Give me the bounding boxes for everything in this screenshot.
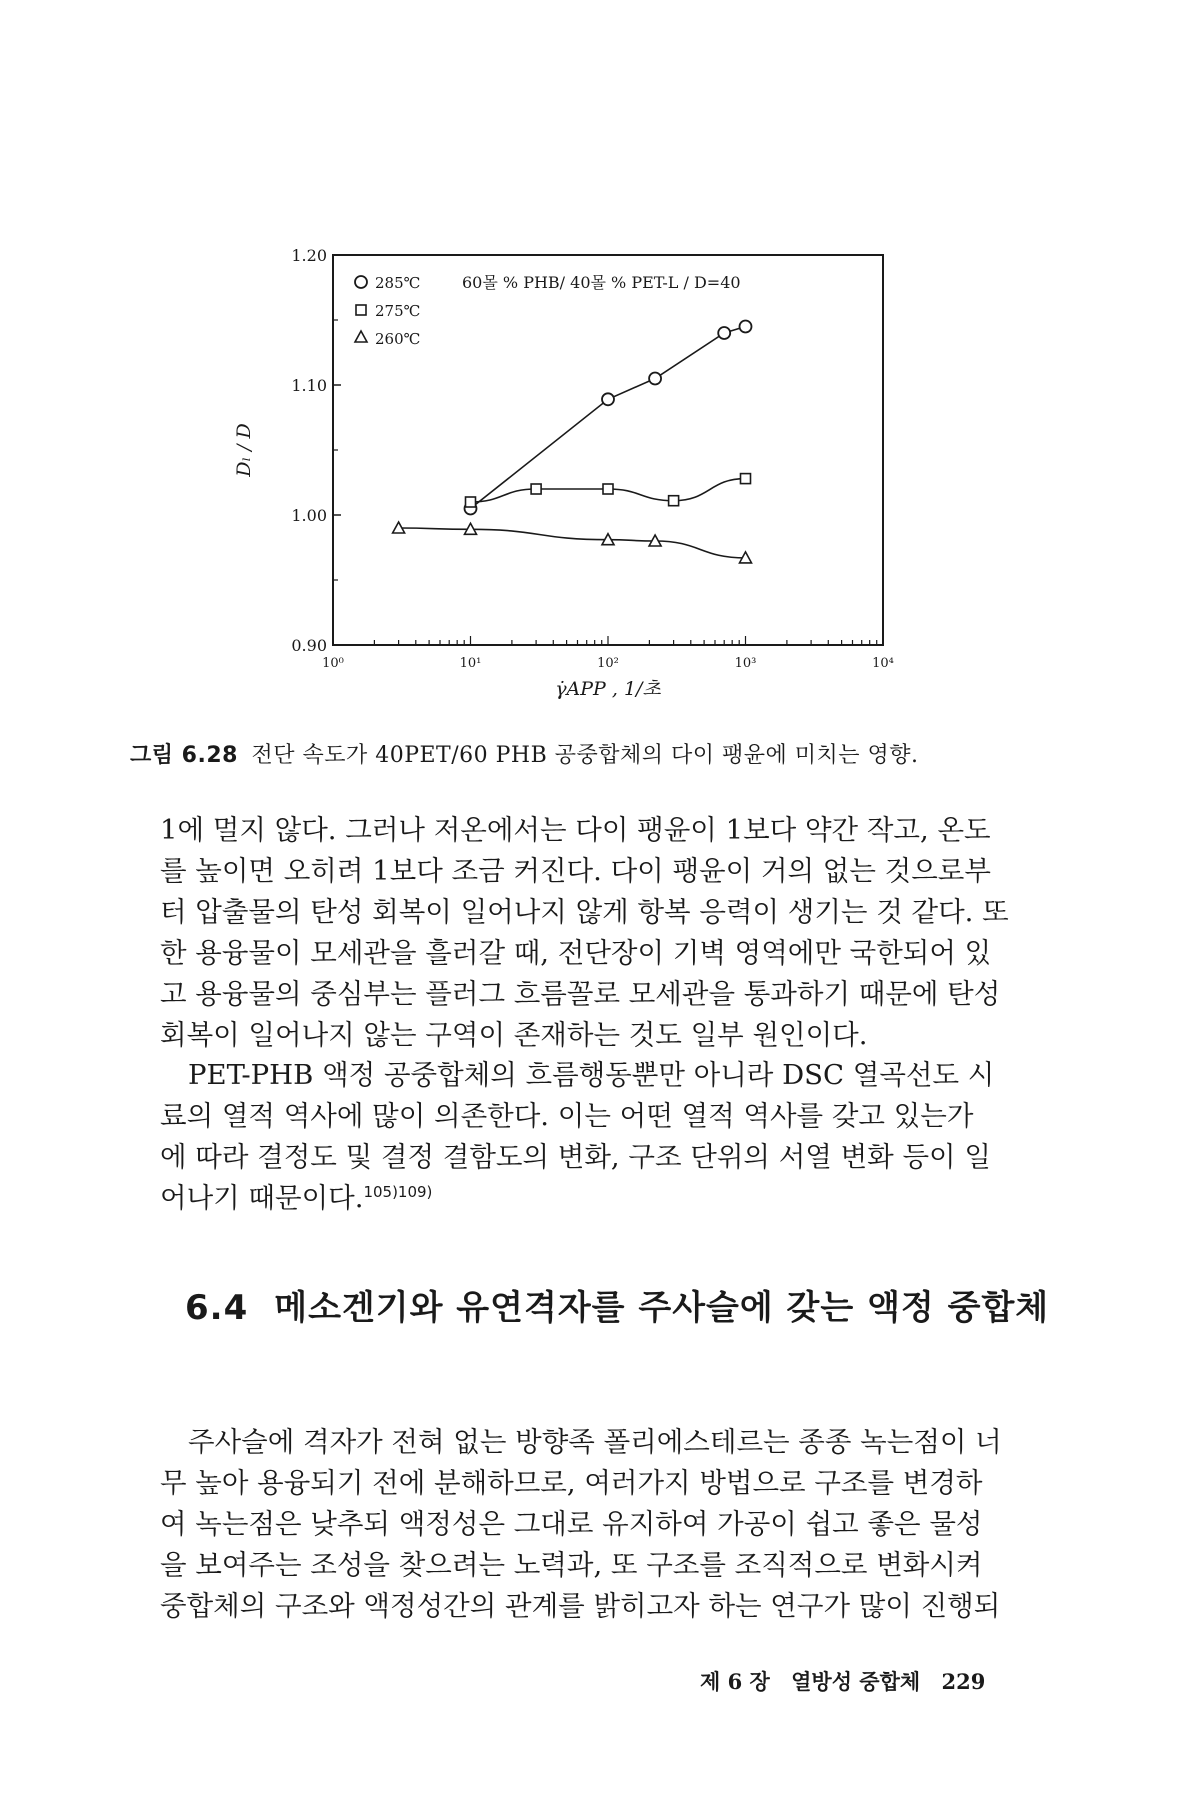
reference-marker: 105)109) (363, 1182, 433, 1201)
footer-chapter: 제 6 장 (700, 1669, 770, 1694)
legend-marker-260 (355, 331, 367, 342)
x-tick-label: 10³ (734, 656, 757, 671)
paragraph-line: 고 용융물의 중심부는 플러그 흐름꼴로 모세관을 통과하기 때문에 탄성 (160, 978, 1001, 1010)
paragraph-line: PET-PHB 액정 공중합체의 흐름행동뿐만 아니라 DSC 열곡선도 시 (188, 1059, 995, 1091)
series-line-2 (399, 528, 746, 558)
paragraph-line: 터 압출물의 탄성 회복이 일어나지 않게 항복 응력이 생기는 것 같다. 또 (160, 896, 1009, 928)
page-number: 229 (941, 1669, 986, 1694)
legend-label-275: 275℃ (375, 302, 421, 320)
paragraph-line: 1에 멀지 않다. 그러나 저온에서는 다이 팽윤이 1보다 약간 작고, 온도 (160, 814, 991, 846)
y-axis-label: Dₗ / D (233, 423, 255, 477)
data-point-square (466, 497, 476, 507)
data-point-circle (602, 393, 614, 405)
paragraph-line-text: 어나기 때문이다. (160, 1182, 364, 1214)
y-tick-label: 1.00 (291, 506, 327, 525)
paragraph-line: 한 용융물이 모세관을 흘러갈 때, 전단장이 기벽 영역에만 국한되어 있 (160, 937, 992, 969)
legend-label-285: 285℃ (375, 274, 421, 292)
y-tick-label: 0.90 (291, 636, 327, 655)
figure-caption (130, 738, 1090, 769)
data-point-square (669, 496, 679, 506)
chart-legend (355, 274, 420, 348)
data-point-circle (740, 321, 752, 333)
legend-marker-275 (356, 305, 366, 315)
paragraph-line: 를 높이면 오히려 1보다 조금 커진다. 다이 팽윤이 거의 없는 것으로부 (160, 855, 991, 887)
legend-label-260: 260℃ (375, 330, 421, 348)
body-paragraph-2 (160, 1055, 1040, 1219)
y-tick-label: 1.10 (291, 376, 327, 395)
data-point-circle (718, 327, 730, 339)
x-axis-label: γ̇APP , 1/초 (555, 678, 661, 700)
x-tick-label: 10⁰ (322, 656, 344, 671)
paragraph-line: 무 높아 용융되기 전에 분해하므로, 여러가지 방법으로 구조를 변경하 (160, 1467, 983, 1499)
legend-marker-285 (355, 276, 367, 288)
paragraph-line: 에 따라 결정도 및 결정 결함도의 변화, 구조 단위의 서열 변화 등이 일 (160, 1141, 991, 1173)
data-point-square (531, 484, 541, 494)
body-paragraph-1 (160, 810, 1040, 1056)
paragraph-line: 중합체의 구조와 액정성간의 관계를 밝히고자 하는 연구가 많이 진행되 (160, 1590, 1001, 1622)
data-point-square (603, 484, 613, 494)
paragraph-line-last (160, 1178, 1040, 1219)
paragraph-line: 주사슬에 격자가 전혀 없는 방향족 폴리에스테르는 종종 녹는점이 너 (188, 1426, 1002, 1458)
x-tick-label: 10⁴ (872, 656, 894, 671)
paragraph-line: 료의 열적 역사에 많이 의존한다. 이는 어떤 열적 역사를 갖고 있는가 (160, 1100, 974, 1132)
paragraph-line: 회복이 일어나지 않는 구역이 존재하는 것도 일부 원인이다. (160, 1019, 868, 1051)
data-point-circle (649, 373, 661, 385)
data-point-square (741, 474, 751, 484)
page-footer (700, 1666, 999, 1696)
section-number: 6.4 (185, 1288, 249, 1328)
chart-annotation: 60몰 % PHB/ 40몰 % PET-L / D=40 (462, 273, 741, 292)
figure-chart (220, 230, 940, 710)
caption-label: 그림 6.28 (130, 743, 238, 768)
x-tick-label: 10² (597, 656, 619, 671)
paragraph-line: 을 보여주는 조성을 찾으려는 노력과, 또 구조를 조직적으로 변화시켜 (160, 1549, 983, 1581)
footer-title: 열방성 중합체 (791, 1669, 921, 1694)
section-heading (185, 1280, 1049, 1329)
series-line-0 (471, 327, 746, 509)
caption-text: 전단 속도가 40PET/60 PHB 공중합체의 다이 팽윤에 미치는 영향. (251, 743, 919, 768)
paragraph-line: 여 녹는점은 낮추되 액정성은 그대로 유지하여 가공이 쉽고 좋은 물성 (160, 1508, 983, 1540)
x-tick-label: 10¹ (459, 656, 482, 671)
y-tick-label: 1.20 (291, 246, 327, 265)
section-title: 메소겐기와 유연격자를 주사슬에 갖는 액정 중합체 (274, 1288, 1050, 1328)
body-paragraph-3 (160, 1422, 1040, 1627)
